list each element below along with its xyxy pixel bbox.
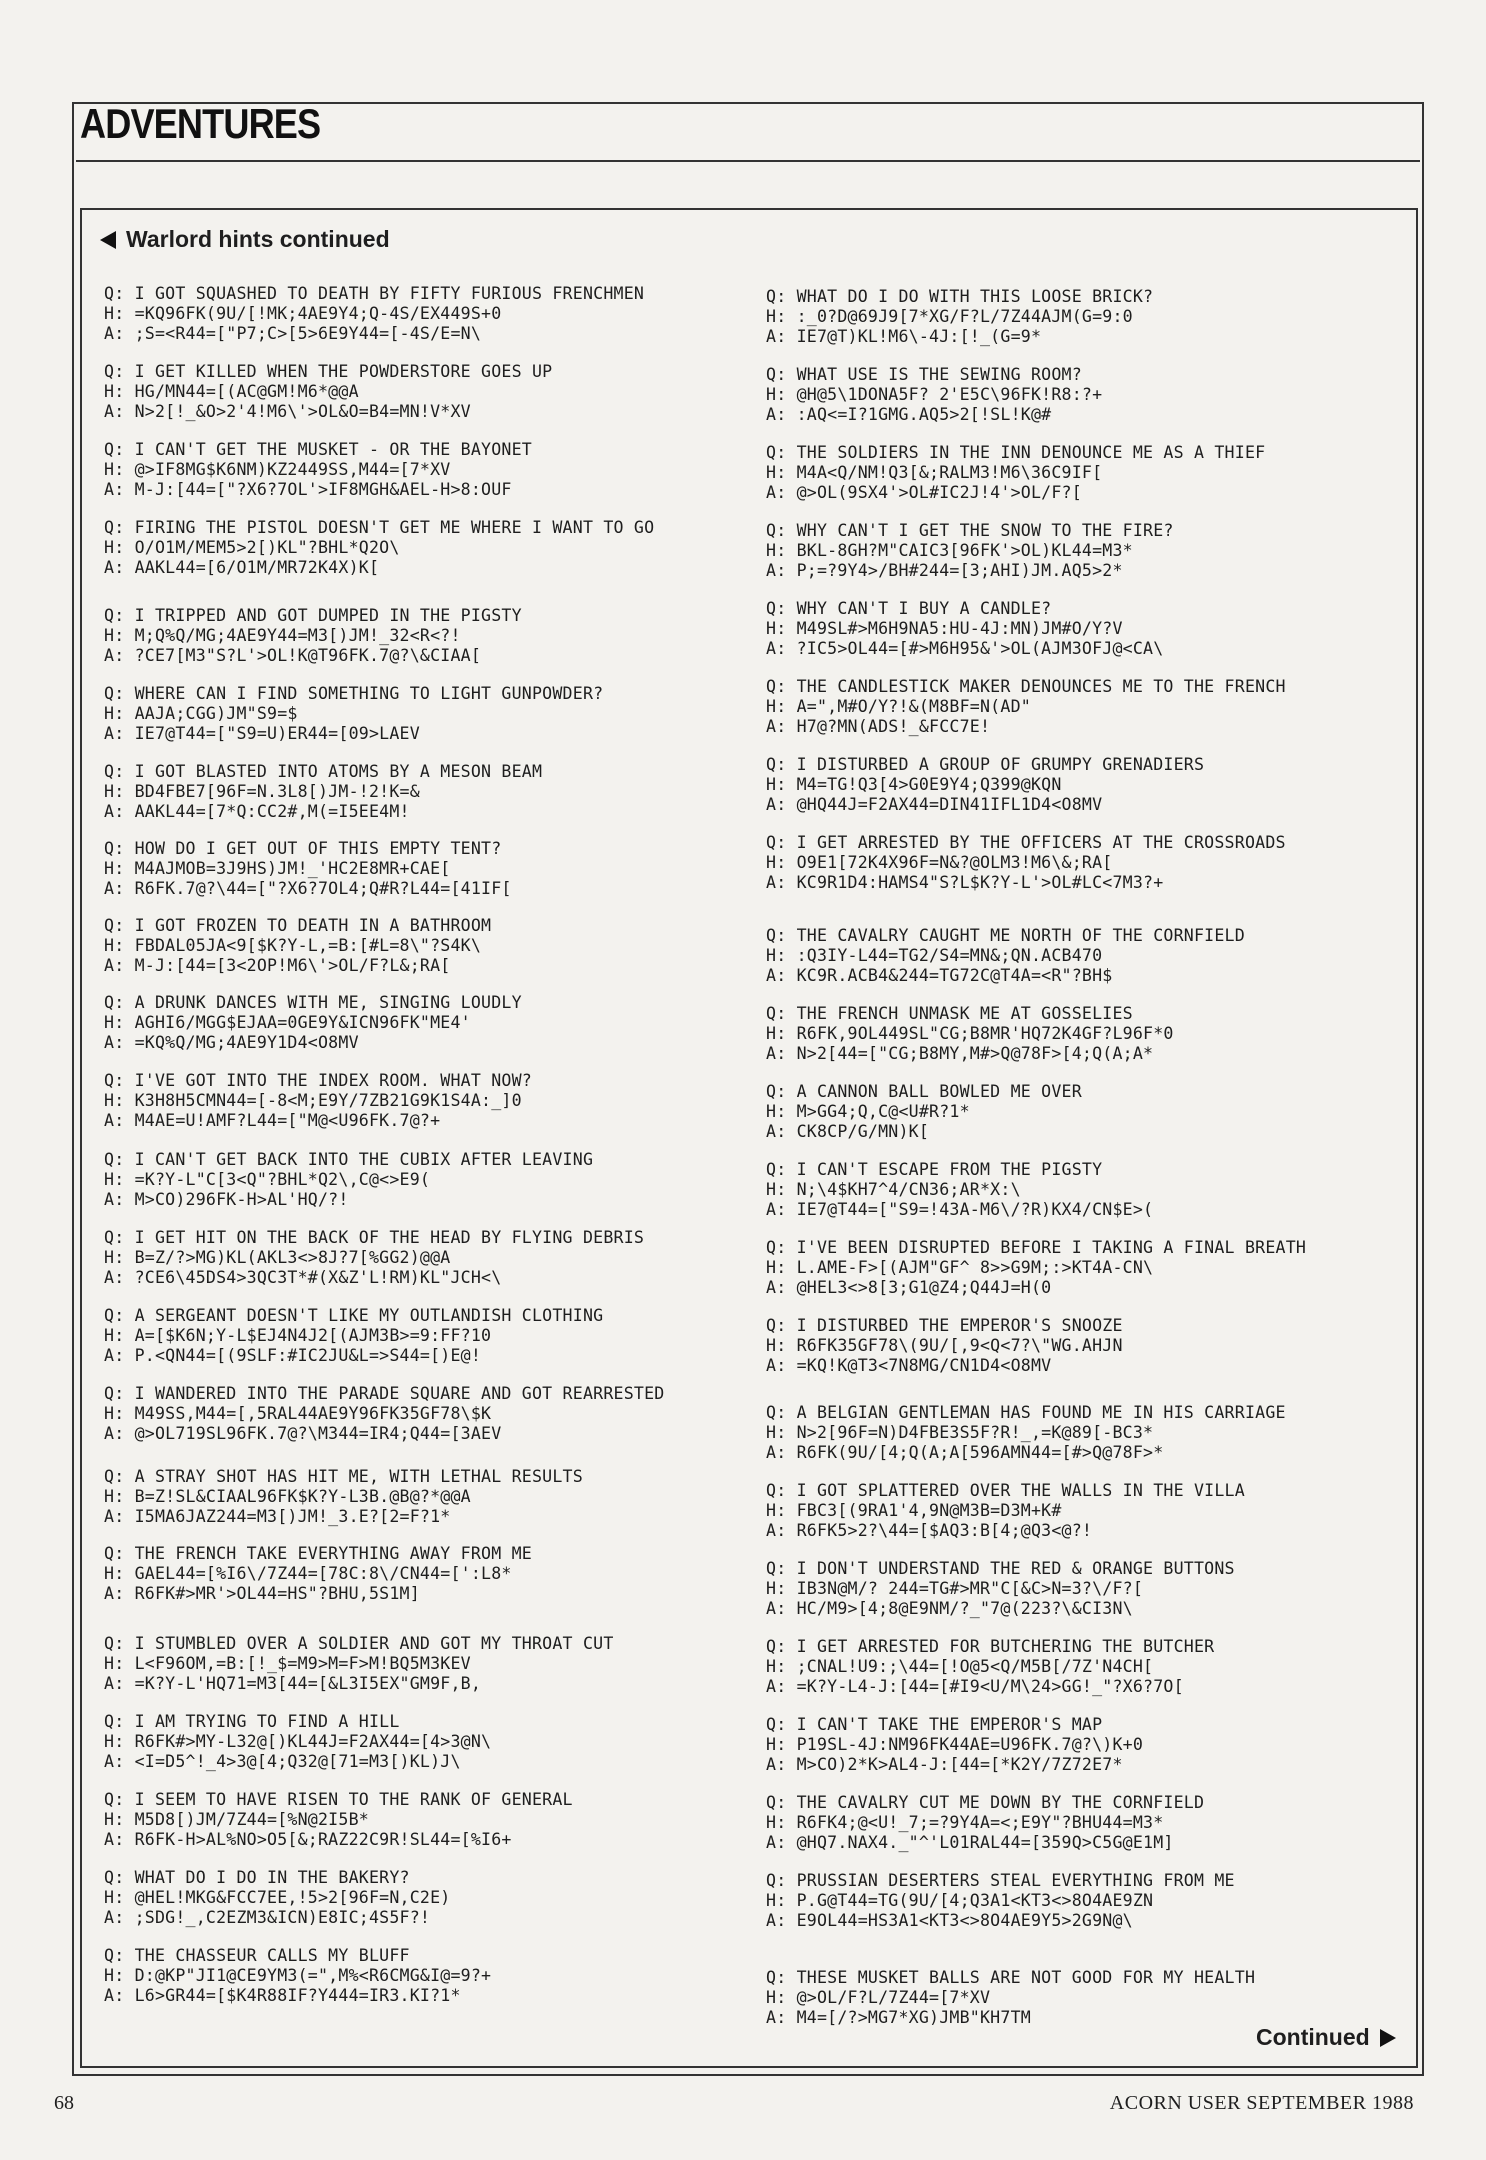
hint-entry bbox=[766, 1793, 1204, 1853]
hint-entry bbox=[766, 1481, 1245, 1541]
hint-line: H: M49SS,M44=[,5RAL44AE9Y96FK35GF78\$K bbox=[104, 1404, 492, 1423]
question-line: Q: I GET ARRESTED BY THE OFFICERS AT THE CROSSROADS bbox=[766, 833, 1286, 852]
question-line: Q: A DRUNK DANCES WITH ME, SINGING LOUDLY bbox=[104, 993, 522, 1012]
question-line: Q: I GET HIT ON THE BACK OF THE HEAD BY FLYING DEBRIS bbox=[104, 1228, 645, 1247]
hint-entry bbox=[766, 1004, 1174, 1064]
answer-line: A: N>2[!_&O>2'4!M6\'>OL&O=B4=MN!V*XV bbox=[104, 402, 471, 421]
hint-line: H: HG/MN44=[(AC@GM!M6*@@A bbox=[104, 382, 359, 401]
hint-line: H: L<F96OM,=B:[!_$=M9>M=F>M!BQ5M3KEV bbox=[104, 1654, 471, 1673]
hint-entry bbox=[104, 1467, 583, 1527]
answer-line: A: R6FK(9U/[4;Q(A;A[596AMN44=[#>Q@78F>* bbox=[766, 1443, 1164, 1462]
continued-from-header bbox=[100, 226, 390, 253]
hint-entry bbox=[766, 287, 1153, 347]
hint-entry bbox=[104, 1634, 614, 1694]
hint-entry bbox=[766, 1637, 1214, 1697]
question-line: Q: PRUSSIAN DESERTERS STEAL EVERYTHING FROM ME bbox=[766, 1871, 1235, 1890]
hint-entry bbox=[104, 993, 522, 1053]
question-line: Q: WHAT DO I DO IN THE BAKERY? bbox=[104, 1868, 410, 1887]
answer-line: A: IE7@T44=["S9=U)ER44=[09>LAEV bbox=[104, 724, 420, 743]
answer-line: A: HC/M9>[4;8@E9NM/?_"7@(223?\&CI3N\ bbox=[766, 1599, 1133, 1618]
hint-line: H: GAEL44=[%I6\/7Z44=[78C:8\/CN44=[':L8* bbox=[104, 1564, 512, 1583]
hint-entry bbox=[104, 1384, 664, 1444]
question-line: Q: I DON'T UNDERSTAND THE RED & ORANGE BUTTONS bbox=[766, 1559, 1235, 1578]
hint-line: H: R6FK4;@<U!_7;=?9Y4A=<;E9Y"?BHU44=M3* bbox=[766, 1813, 1164, 1832]
continued-footer bbox=[1256, 2024, 1396, 2051]
answer-line: A: ?CE6\45DS4>3QC3T*#(X&Z'L!RM)KL"JCH<\ bbox=[104, 1268, 502, 1287]
answer-line: A: IE7@T)KL!M6\-4J:[!_(G=9* bbox=[766, 327, 1042, 346]
hint-line: H: =K?Y-L"C[3<Q"?BHL*Q2\,C@<>E9( bbox=[104, 1170, 431, 1189]
hint-entry bbox=[766, 1082, 1082, 1142]
hint-entry bbox=[104, 762, 542, 822]
hint-entry bbox=[104, 606, 522, 666]
hint-line: H: :_0?D@69J9[7*XG/F?L/7Z44AJM(G=9:0 bbox=[766, 307, 1133, 326]
hint-entry bbox=[766, 926, 1245, 986]
continued-label: Continued bbox=[1256, 2024, 1370, 2050]
question-line: Q: I GOT SPLATTERED OVER THE WALLS IN THE VILLA bbox=[766, 1481, 1245, 1500]
answer-line: A: @HQ7.NAX4._"^'L01RAL44=[359Q>C5G@E1M] bbox=[766, 1833, 1174, 1852]
question-line: Q: HOW DO I GET OUT OF THIS EMPTY TENT? bbox=[104, 839, 502, 858]
answer-line: A: M-J:[44=["?X6?7OL'>IF8MGH&AEL-H>8:OUF bbox=[104, 480, 512, 499]
hint-line: H: K3H8H5CMN44=[-8<M;E9Y/7ZB21G9K1S4A:_]0 bbox=[104, 1091, 522, 1110]
answer-line: A: I5MA6JAZ244=M3[)JM!_3.E?[2=F?1* bbox=[104, 1507, 451, 1526]
question-line: Q: I STUMBLED OVER A SOLDIER AND GOT MY THROAT CUT bbox=[104, 1634, 614, 1653]
hint-line: H: M5D8[)JM/7Z44=[%N@2I5B* bbox=[104, 1810, 369, 1829]
answer-line: A: @>OL719SL96FK.7@?\M344=IR4;Q44=[3AEV bbox=[104, 1424, 502, 1443]
question-line: Q: THE CANDLESTICK MAKER DENOUNCES ME TO THE FRENCH bbox=[766, 677, 1286, 696]
answer-line: A: L6>GR44=[$K4R88IF?Y444=IR3.KI?1* bbox=[104, 1986, 461, 2005]
hint-line: H: D:@KP"JI1@CE9YM3(=",M%<R6CMG&I@=9?+ bbox=[104, 1966, 492, 1985]
hint-entry bbox=[104, 1150, 593, 1210]
hint-entry bbox=[104, 1071, 532, 1131]
question-line: Q: A BELGIAN GENTLEMAN HAS FOUND ME IN HIS CARRIAGE bbox=[766, 1403, 1286, 1422]
hint-line: H: O9E1[72K4X96F=N&?@OLM3!M6\&;RA[ bbox=[766, 853, 1113, 872]
hint-line: H: @>OL/F?L/7Z44=[7*XV bbox=[766, 1988, 991, 2007]
question-line: Q: THESE MUSKET BALLS ARE NOT GOOD FOR MY HEALTH bbox=[766, 1968, 1256, 1987]
hint-line: H: M49SL#>M6H9NA5:HU-4J:MN)JM#O/Y?V bbox=[766, 619, 1123, 638]
hint-entry bbox=[766, 677, 1286, 737]
hint-entry bbox=[104, 1868, 450, 1928]
answer-line: A: CK8CP/G/MN)K[ bbox=[766, 1122, 930, 1141]
answer-line: A: ;SDG!_,C2EZM3&ICN)E8IC;4S5F?! bbox=[104, 1908, 431, 1927]
answer-line: A: KC9R.ACB4&244=TG72C@T4A=<R"?BH$ bbox=[766, 966, 1113, 985]
answer-line: A: =K?Y-L4-J:[44=[#I9<U/M\24>GG!_"?X6?7O[ bbox=[766, 1677, 1184, 1696]
hint-entry bbox=[766, 443, 1265, 503]
answer-line: A: ?CE7[M3"S?L'>OL!K@T96FK.7@?\&CIAA[ bbox=[104, 646, 482, 665]
left-arrow-icon bbox=[100, 231, 116, 249]
hint-line: H: N;\4$KH7^4/CN36;AR*X:\ bbox=[766, 1180, 1021, 1199]
question-line: Q: A STRAY SHOT HAS HIT ME, WITH LETHAL RESULTS bbox=[104, 1467, 583, 1486]
answer-line: A: <I=D5^!_4>3@[4;Q32@[71=M3[)KL)J\ bbox=[104, 1752, 461, 1771]
hint-line: H: N>2[96F=N)D4FBE3S5F?R!_,=K@89[-BC3* bbox=[766, 1423, 1154, 1442]
hint-line: H: M>GG4;Q,C@<U#R?1* bbox=[766, 1102, 970, 1121]
publication-footer: ACORN USER SEPTEMBER 1988 bbox=[1109, 2092, 1414, 2114]
question-line: Q: A CANNON BALL BOWLED ME OVER bbox=[766, 1082, 1082, 1101]
answer-line: A: R6FK.7@?\44=["?X6?7OL4;Q#R?L44=[41IF[ bbox=[104, 879, 512, 898]
section-title: ADVENTURES bbox=[80, 100, 321, 147]
hint-line: H: IB3N@M/? 244=TG#>MR"C[&C>N=3?\/F?[ bbox=[766, 1579, 1144, 1598]
hint-entry bbox=[766, 1871, 1235, 1931]
hint-line: H: M4=TG!Q3[4>G0E9Y4;Q399@KQN bbox=[766, 775, 1062, 794]
question-line: Q: THE FRENCH UNMASK ME AT GOSSELIES bbox=[766, 1004, 1133, 1023]
question-line: Q: THE SOLDIERS IN THE INN DENOUNCE ME AS A THIEF bbox=[766, 443, 1266, 462]
answer-line: A: IE7@T44=["S9=!43A-M6\/?R)KX4/CN$E>( bbox=[766, 1200, 1154, 1219]
question-line: Q: I AM TRYING TO FIND A HILL bbox=[104, 1712, 400, 1731]
hint-entry bbox=[766, 521, 1174, 581]
hint-line: H: A=[$K6N;Y-L$EJ4N4J2[(AJM3B>=9:FF?10 bbox=[104, 1326, 492, 1345]
hint-line: H: O/O1M/MEM5>2[)KL"?BHL*Q2O\ bbox=[104, 538, 400, 557]
hint-line: H: FBC3[(9RA1'4,9N@M3B=D3M+K# bbox=[766, 1501, 1062, 1520]
hint-entry bbox=[104, 839, 512, 899]
page-number: 68 bbox=[54, 2092, 74, 2114]
question-line: Q: I GET KILLED WHEN THE POWDERSTORE GOES UP bbox=[104, 362, 553, 381]
question-line: Q: I CAN'T TAKE THE EMPEROR'S MAP bbox=[766, 1715, 1103, 1734]
answer-line: A: R6FK#>MR'>OL44=HS"?BHU,5S1M] bbox=[104, 1584, 420, 1603]
question-line: Q: FIRING THE PISTOL DOESN'T GET ME WHERE I WANT TO GO bbox=[104, 518, 655, 537]
hint-line: H: @H@5\1DONA5F? 2'E5C\96FK!R8:?+ bbox=[766, 385, 1103, 404]
hint-entry bbox=[766, 755, 1204, 815]
question-line: Q: I CAN'T GET THE MUSKET - OR THE BAYONET bbox=[104, 440, 532, 459]
answer-line: A: M>CO)296FK-H>AL'HQ/?! bbox=[104, 1190, 349, 1209]
question-line: Q: WHAT DO I DO WITH THIS LOOSE BRICK? bbox=[766, 287, 1154, 306]
hint-entry bbox=[104, 518, 654, 578]
hint-line: H: R6FK,9OL449SL"CG;B8MR'HQ72K4GF?L96F*0 bbox=[766, 1024, 1174, 1043]
question-line: Q: THE FRENCH TAKE EVERYTHING AWAY FROM ME bbox=[104, 1544, 532, 1563]
question-line: Q: THE CAVALRY CUT ME DOWN BY THE CORNFIELD bbox=[766, 1793, 1205, 1812]
hint-entry bbox=[104, 1228, 644, 1288]
question-line: Q: I DISTURBED A GROUP OF GRUMPY GRENADIERS bbox=[766, 755, 1205, 774]
hint-entry bbox=[766, 833, 1286, 893]
answer-line: A: =K?Y-L'HQ71=M3[44=[&L3I5EX"GM9F,B, bbox=[104, 1674, 482, 1693]
hint-line: H: BD4FBE7[96F=N.3L8[)JM-!2!K=& bbox=[104, 782, 420, 801]
hint-entry bbox=[104, 284, 644, 344]
hint-entry bbox=[104, 362, 552, 422]
question-line: Q: I GET ARRESTED FOR BUTCHERING THE BUTCHER bbox=[766, 1637, 1215, 1656]
answer-line: A: AAKL44=[7*Q:CC2#,M(=I5EE4M! bbox=[104, 802, 410, 821]
hint-line: H: B=Z/?>MG)KL(AKL3<>8J?7[%GG2)@@A bbox=[104, 1248, 451, 1267]
question-line: Q: THE CHASSEUR CALLS MY BLUFF bbox=[104, 1946, 410, 1965]
question-line: Q: WHY CAN'T I BUY A CANDLE? bbox=[766, 599, 1052, 618]
answer-line: A: KC9R1D4:HAMS4"S?L$K?Y-L'>OL#LC<7M3?+ bbox=[766, 873, 1164, 892]
question-line: Q: I GOT SQUASHED TO DEATH BY FIFTY FURIOUS FRENCHMEN bbox=[104, 284, 645, 303]
hint-entry bbox=[104, 684, 603, 744]
hint-line: H: P19SL-4J:NM96FK44AE=U96FK.7@?\)K+0 bbox=[766, 1735, 1144, 1754]
answer-line: A: H7@?MN(ADS!_&FCC7E! bbox=[766, 717, 991, 736]
answer-line: A: AAKL44=[6/O1M/MR72K4X)K[ bbox=[104, 558, 380, 577]
hint-line: H: R6FK35GF78\(9U/[,9<Q<7?\"WG.AHJN bbox=[766, 1336, 1123, 1355]
hint-line: H: B=Z!SL&CIAAL96FK$K?Y-L3B.@B@?*@@A bbox=[104, 1487, 471, 1506]
hint-line: H: M4AJMOB=3J9HS)JM!_'HC2E8MR+CAE[ bbox=[104, 859, 451, 878]
hint-entry bbox=[104, 916, 491, 976]
hint-entry bbox=[104, 1544, 532, 1604]
answer-line: A: M-J:[44=[3<2OP!M6\'>OL/F?L&;RA[ bbox=[104, 956, 451, 975]
answer-line: A: @>OL(9SX4'>OL#IC2J!4'>OL/F?[ bbox=[766, 483, 1082, 502]
hint-line: H: L.AME-F>[(AJM"GF^ 8>>G9M;:>KT4A-CN\ bbox=[766, 1258, 1154, 1277]
hint-entry bbox=[766, 1715, 1143, 1775]
hint-line: H: A=",M#O/Y?!&(M8BF=N(AD" bbox=[766, 697, 1031, 716]
answer-line: A: P.<QN44=[(9SLF:#IC2JU&L=>S44=[)E@! bbox=[104, 1346, 482, 1365]
question-line: Q: I'VE BEEN DISRUPTED BEFORE I TAKING A FINAL BREATH bbox=[766, 1238, 1307, 1257]
title-rule bbox=[76, 160, 1420, 162]
hint-line: H: M;Q%Q/MG;4AE9Y44=M3[)JM!_32<R<?! bbox=[104, 626, 461, 645]
question-line: Q: I GOT FROZEN TO DEATH IN A BATHROOM bbox=[104, 916, 492, 935]
hint-entry bbox=[766, 599, 1163, 659]
question-line: Q: I CAN'T GET BACK INTO THE CUBIX AFTER LEAVING bbox=[104, 1150, 594, 1169]
hint-line: H: R6FK#>MY-L32@[)KL44J=F2AX44=[4>3@N\ bbox=[104, 1732, 492, 1751]
question-line: Q: I WANDERED INTO THE PARADE SQUARE AND GOT REARRESTED bbox=[104, 1384, 665, 1403]
hint-line: H: BKL-8GH?M"CAIC3[96FK'>OL)KL44=M3* bbox=[766, 541, 1133, 560]
hint-entry bbox=[766, 1559, 1235, 1619]
question-line: Q: A SERGEANT DOESN'T LIKE MY OUTLANDISH CLOTHING bbox=[104, 1306, 604, 1325]
hint-entry bbox=[104, 440, 532, 500]
hint-line: H: FBDAL05JA<9[$K?Y-L,=B:[#L=8\"?S4K\ bbox=[104, 936, 482, 955]
right-arrow-icon bbox=[1380, 2029, 1396, 2047]
answer-line: A: R6FK5>2?\44=[$AQ3:B[4;@Q3<@?! bbox=[766, 1521, 1093, 1540]
hint-line: H: @>IF8MG$K6NM)KZ2449SS,M44=[7*XV bbox=[104, 460, 451, 479]
question-line: Q: WHAT USE IS THE SEWING ROOM? bbox=[766, 365, 1082, 384]
answer-line: A: M4=[/?>MG7*XG)JMB"KH7TM bbox=[766, 2008, 1031, 2027]
hint-line: H: P.G@T44=TG(9U/[4;Q3A1<KT3<>8O4AE9ZN bbox=[766, 1891, 1154, 1910]
answer-line: A: R6FK-H>AL%NO>O5[&;RAZ22C9R!SL44=[%I6+ bbox=[104, 1830, 512, 1849]
hint-entry bbox=[104, 1790, 573, 1850]
hint-line: H: AAJA;CGG)JM"S9=$ bbox=[104, 704, 298, 723]
hint-line: H: =KQ96FK(9U/[!MK;4AE9Y4;Q-4S/EX449S+0 bbox=[104, 304, 502, 323]
hint-line: H: AGHI6/MGG$EJAA=0GE9Y&ICN96FK"ME4' bbox=[104, 1013, 471, 1032]
answer-line: A: N>2[44=["CG;B8MY,M#>Q@78F>[4;Q(A;A* bbox=[766, 1044, 1154, 1063]
hint-entry bbox=[766, 1968, 1255, 2028]
question-line: Q: WHERE CAN I FIND SOMETHING TO LIGHT GUNPOWDER? bbox=[104, 684, 604, 703]
hint-entry bbox=[766, 1238, 1306, 1298]
hint-line: H: :Q3IY-L44=TG2/S4=MN&;QN.ACB470 bbox=[766, 946, 1103, 965]
hint-entry bbox=[766, 1316, 1123, 1376]
question-line: Q: I TRIPPED AND GOT DUMPED IN THE PIGSTY bbox=[104, 606, 522, 625]
hint-entry bbox=[766, 1403, 1286, 1463]
answer-line: A: :AQ<=I?1GMG.AQ5>2[!SL!K@# bbox=[766, 405, 1052, 424]
question-line: Q: I SEEM TO HAVE RISEN TO THE RANK OF GENERAL bbox=[104, 1790, 573, 1809]
hint-entry bbox=[104, 1306, 603, 1366]
answer-line: A: =KQ!K@T3<7N8MG/CN1D4<O8MV bbox=[766, 1356, 1052, 1375]
answer-line: A: ;S=<R44=["P7;C>[5>6E9Y44=[-4S/E=N\ bbox=[104, 324, 482, 343]
question-line: Q: I CAN'T ESCAPE FROM THE PIGSTY bbox=[766, 1160, 1103, 1179]
question-line: Q: THE CAVALRY CAUGHT ME NORTH OF THE CORNFIELD bbox=[766, 926, 1245, 945]
answer-line: A: @HEL3<>8[3;G1@Z4;Q44J=H(0 bbox=[766, 1278, 1052, 1297]
answer-line: A: M4AE=U!AMF?L44=["M@<U96FK.7@?+ bbox=[104, 1111, 441, 1130]
question-line: Q: I GOT BLASTED INTO ATOMS BY A MESON BEAM bbox=[104, 762, 543, 781]
hint-entry bbox=[104, 1946, 491, 2006]
answer-line: A: @HQ44J=F2AX44=DIN41IFL1D4<O8MV bbox=[766, 795, 1103, 814]
answer-line: A: P;=?9Y4>/BH#244=[3;AHI)JM.AQ5>2* bbox=[766, 561, 1123, 580]
hint-line: H: ;CNAL!U9:;\44=[!O@5<Q/M5B[/7Z'N4CH[ bbox=[766, 1657, 1154, 1676]
question-line: Q: I'VE GOT INTO THE INDEX ROOM. WHAT NOW? bbox=[104, 1071, 532, 1090]
hint-line: H: M4A<Q/NM!Q3[&;RALM3!M6\36C9IF[ bbox=[766, 463, 1103, 482]
question-line: Q: I DISTURBED THE EMPEROR'S SNOOZE bbox=[766, 1316, 1123, 1335]
hint-entry bbox=[766, 365, 1102, 425]
answer-line: A: =KQ%Q/MG;4AE9Y1D4<O8MV bbox=[104, 1033, 359, 1052]
answer-line: A: M>CO)2*K>AL4-J:[44=[*K2Y/7Z72E7* bbox=[766, 1755, 1123, 1774]
answer-line: A: E9OL44=HS3A1<KT3<>8O4AE9Y5>2G9N@\ bbox=[766, 1911, 1133, 1930]
hint-entry bbox=[766, 1160, 1153, 1220]
continued-from-label: Warlord hints continued bbox=[126, 226, 390, 252]
question-line: Q: WHY CAN'T I GET THE SNOW TO THE FIRE? bbox=[766, 521, 1174, 540]
hint-entry bbox=[104, 1712, 491, 1772]
answer-line: A: ?IC5>OL44=[#>M6H95&'>OL(AJM3OFJ@<CA\ bbox=[766, 639, 1164, 658]
hint-line: H: @HEL!MKG&FCC7EE,!5>2[96F=N,C2E) bbox=[104, 1888, 451, 1907]
